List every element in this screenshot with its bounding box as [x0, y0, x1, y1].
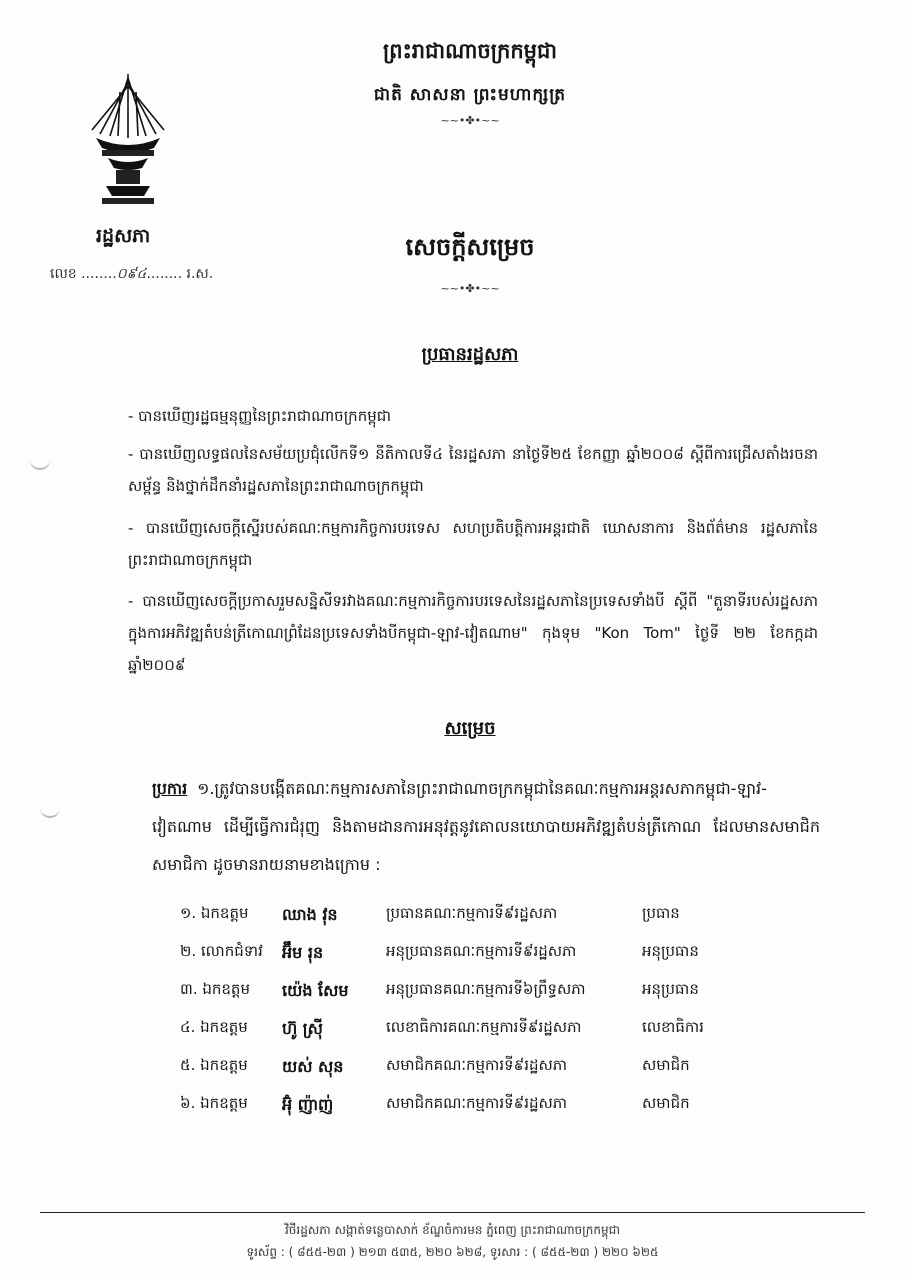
footer-contacts: ទូរស័ព្ទ : ( ៨៥៥-២៣ ) ២១៣ ៥៣៥, ២២០ ៦២៨, ទូរសារ : ( ៨៥៥-២៣ ) ២២០ ៦២៥ — [246, 1245, 659, 1259]
member-role: អនុប្រធាន — [642, 980, 699, 998]
member-position: សមាជិកគណៈកម្មការទី៩រដ្ឋសភា — [386, 1094, 568, 1112]
national-emblem-icon — [88, 68, 168, 208]
member-name: ឈាង វុន — [282, 905, 338, 924]
member-row — [180, 1088, 740, 1126]
member-name: យស់ សុន — [282, 1057, 344, 1076]
number-handwritten: ០៩៤ — [116, 266, 147, 282]
citation-item: - បានឃើញសេចក្តីប្រកាសរួមសន្និសីទរវាងគណៈកម្មការកិច្ចការបរទេសនៃរដ្ឋសភានៃប្រទេសទាំងបី ស្តីពី "តួនាទីរបស់រដ្ឋសភាក្នុងការអភិវឌ្ឍតំបន់ត្រីកោណព្រំដែនប្រទេសទាំងបីកម្ពុជា-ឡាវ-វៀតណាម" កុងទុម "Kon Tom" ថ្ងៃទី ២២ ខែកក្កដា ឆ្នាំ២០០៩ — [128, 592, 818, 674]
member-title: ៣. ឯកឧត្តម — [180, 980, 250, 998]
member-row — [180, 1050, 740, 1088]
member-row — [180, 1012, 740, 1050]
footer-address: វិថីរដ្ឋសភា សង្កាត់ទន្លេបាសាក់ ខ័ណ្ឌចំការមន ភ្នំពេញ ព្រះរាជាណាចក្រកម្ពុជា — [284, 1223, 620, 1237]
article-paragraph — [152, 770, 820, 884]
member-name: ហ៊ូ ស្រ៊ី — [282, 1019, 323, 1038]
number-prefix: លេខ ........ — [50, 266, 117, 282]
citation-item: - បានឃើញរដ្ឋធម្មនុញ្ញនៃព្រះរាជាណាចក្រកម្ពុជា — [128, 407, 392, 425]
member-title: ៤. ឯកឧត្តម — [180, 1018, 248, 1036]
member-position: សមាជិកគណៈកម្មការទី៩រដ្ឋសភា — [386, 1056, 568, 1074]
member-name: អ៊ុំ ញ៉ាញ់ — [282, 1095, 334, 1114]
national-motto: ជាតិ សាសនា ព្រះមហាក្សត្រ — [373, 85, 567, 105]
title-ornament: ~~•✤•~~ — [440, 282, 500, 295]
member-name: អ៊ឹម រុន — [282, 943, 324, 962]
member-list — [180, 898, 740, 1126]
member-row — [180, 898, 740, 936]
member-name: យ៉េង សែម — [282, 981, 349, 1000]
citation-item: - បានឃើញសេចក្តីស្នើរបស់គណៈកម្មការកិច្ចការបរទេស សហប្រតិបត្តិការអន្តរជាតិ ឃោសនាការ និងព័ត៌មាន រដ្ឋសភានៃព្រះរាជាណាចក្រកម្ពុជា — [128, 519, 818, 569]
member-role: អនុប្រធាន — [642, 942, 699, 960]
document-title: សេចក្តីសម្រេច — [405, 233, 535, 261]
member-title: ៦. ឯកឧត្តម — [180, 1094, 248, 1112]
chairman-heading: ប្រធានរដ្ឋសភា — [421, 344, 519, 365]
punch-hole-mark — [30, 452, 50, 470]
member-role: សមាជិក — [642, 1094, 690, 1112]
member-position: លេខាធិការគណៈកម្មការទី៩រដ្ឋសភា — [386, 1018, 582, 1036]
member-role: សមាជិក — [642, 1056, 690, 1074]
decision-heading: សម្រេច — [444, 718, 496, 739]
punch-hole-mark — [40, 800, 60, 818]
article-text: ១.ត្រូវបានបង្កើតគណៈកម្មការសភានៃព្រះរាជាណាចក្រកម្ពុជានៃគណៈកម្មការអន្តរសភាកម្ពុជា-ឡាវ-វៀតណាម ដើម្បីធ្វើការជំរុញ និងតាមដានការអនុវត្តនូវគោលនយោបាយអភិវឌ្ឍតំបន់ត្រីកោណ ដែលមានសមាជិក សមាជិកា ដូចមានរាយនាមខាងក្រោម : — [152, 779, 820, 874]
issuing-body: រដ្ឋសភា — [96, 225, 151, 247]
document-number — [50, 264, 213, 285]
member-title: ២. លោកជំទាវ — [180, 942, 263, 960]
citation-item: - បានឃើញលទ្ធផលនៃសម័យប្រជុំលើកទី១ នីតិកាលទី៤ នៃរដ្ឋសភា នាថ្ងៃទី២៥ ខែកញ្ញា ឆ្នាំ២០០៨ ស្តីពីការជ្រើសតាំងរចនាសម្ព័ន្ធ និងថ្នាក់ដឹកនាំរដ្ឋសភានៃព្រះរាជាណាចក្រកម្ពុជា — [128, 445, 818, 495]
member-position: ប្រធានគណៈកម្មការទី៩រដ្ឋសភា — [386, 904, 558, 922]
member-role: លេខាធិការ — [642, 1018, 704, 1036]
footer-divider — [40, 1212, 865, 1213]
kingdom-heading: ព្រះរាជាណាចក្រកម្ពុជា — [382, 39, 557, 63]
member-row — [180, 974, 740, 1012]
member-row — [180, 936, 740, 974]
member-position: អនុប្រធានគណៈកម្មការទី៩រដ្ឋសភា — [386, 942, 577, 960]
member-role: ប្រធាន — [642, 904, 680, 922]
member-title: ៥. ឯកឧត្តម — [180, 1056, 248, 1074]
member-position: អនុប្រធានគណៈកម្មការទី៦ព្រឹទ្ធសភា — [386, 980, 586, 998]
ornament-divider: ~~•✤•~~ — [440, 114, 500, 127]
member-title: ១. ឯកឧត្តម — [180, 904, 249, 922]
article-label: ប្រការ — [152, 779, 188, 798]
number-suffix: ........ រ.ស. — [146, 266, 214, 282]
